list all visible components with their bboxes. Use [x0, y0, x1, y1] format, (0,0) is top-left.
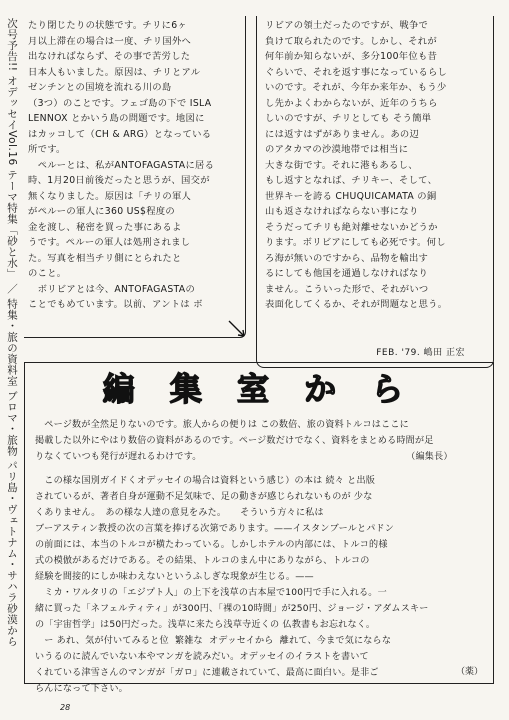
text-line: の「宇宙哲学」は50円だった。浅草に来たら浅草寺近くの 仏教書もお忘れなく。 [35, 620, 376, 630]
text-line: 金を渡し、秘密を買った事にあるよ [28, 221, 182, 233]
text-line: 所です。 [28, 144, 66, 155]
letter-column-right [256, 16, 494, 368]
text-line: いうるのに読んでいない本やマンガを読みだい。オデッセイのイラストを書いて [35, 652, 369, 662]
editorial-body [35, 417, 487, 697]
editorial-signature: （薬） [455, 667, 483, 677]
text-line: 時、1月20日前後だったと思うが、国交が [28, 175, 210, 186]
text-line: 緒に買った「ネフェルティティ」が300円、「裸の10時間」が250円、ジョージ・アダムスキー [35, 604, 429, 614]
text-line: いのです。それが、今年か来年か、もう少 [265, 82, 447, 93]
text-line: ろ海が無いのですから、品物を輸出す [265, 252, 429, 264]
text-line: ません。こういった形で、それがいつ [265, 283, 429, 295]
text-line: うです。ペルーの軍人は処刑されまし [28, 237, 191, 248]
text-line: （3つ）のことです。フェゴ島の下で ISLA [28, 97, 212, 109]
text-line: 山も返さなければならない事になり [265, 206, 419, 217]
text-line: されているが、著者自身が運動不足気味で、足の動きが感じられないものが 少な [35, 492, 373, 502]
spine-vertical-text: 次号予告!! オデッセイVol.16 テーマ特集「砂と水」 ／ 特集・旅の資料室 ブロマ・旅物 パリ島・ヴェトナム・サハラ砂漠から [6, 18, 18, 647]
text-line: ボリビアとは今、ANTOFAGASTAの [28, 283, 196, 295]
text-line: のアタカマの沙漠地帯では相当に [265, 144, 409, 155]
editorial-box [24, 362, 494, 694]
text-line: ります。ボリビアにしても必死です。何し [265, 237, 446, 248]
text-line: 世界キーを誇る CHUQUICAMATA の銅 [265, 190, 437, 202]
text-line: リビアの領土だったのですが、戦争で [265, 20, 429, 31]
text-line: しいのですが、チリとしても そう簡単 [265, 113, 432, 124]
text-line: くありません。 あの様な人達の意見をみた。 そういう方々に私は [35, 508, 324, 518]
text-line: もし返すとなれば、チリキー、そして、 [265, 175, 438, 186]
text-line: 掲載した以外にやはり数倍の資料があるのです。ページ数だけでなく、資料をまとめる時間が足 [35, 436, 434, 446]
text-line: はカッコして（CH & ARG）となっている [28, 128, 212, 140]
text-line: りなくていつも発行が遅れるわけです。 （編集長） [35, 452, 453, 462]
text-line: ことでもめています。以前、アントは ボ [28, 299, 203, 310]
text-line: 大きな街です。それに港もあるし、 [265, 159, 418, 171]
text-line: ゼンチンとの国境を流れる川の島 [28, 82, 172, 93]
letter-signature: FEB. '79. 嶋田 正宏 [376, 347, 465, 358]
text-line: くれている津雪さんのマンガが「ガロ」に連載されていて、最高に面白い。是非ご [35, 668, 379, 678]
letter-column-left [24, 16, 246, 338]
text-line: 負けて取られたのです。しかし、それが [265, 35, 437, 47]
text-line: たり閉じたりの状態です。チリに6ヶ [28, 20, 188, 31]
letter-column-right-lines [265, 18, 487, 313]
continuation-arrow-icon [226, 318, 248, 340]
text-line: し先かよくわからないが、近年のうちら [265, 97, 438, 109]
text-line: がペルーの軍人に360 US$程度の [28, 206, 175, 217]
text-line: ページ数が全然足りないのです。旅人からの便りは この数倍、旅の資料トルコはここに [35, 420, 409, 430]
text-line: 式の模倣があるだけである。その結果、トルコのまん中にありながら、トルコの [35, 556, 370, 566]
text-line: の前面には、本当のトルコが横たわっている。しかしホテルの内部には、トルコ的様 [35, 540, 388, 550]
text-line: 表面化してくるか、それが問題なと思う。 [265, 299, 448, 310]
text-line: た。写真を相当チリ側にとられたと [28, 252, 182, 264]
editorial-title: 編 集 室 か ら [102, 370, 416, 408]
text-line: ー あれ、気が付いてみると位 繁雑な オデッセイから 離れて、今まで気にならな [35, 636, 392, 646]
text-line: のこと。 [28, 268, 67, 279]
text-line: るにしても他国を通過しなければなり [265, 268, 429, 279]
text-line: 日本人もいました。原因は、チリとアル [28, 66, 201, 78]
text-line: そうだってチリも絶対離せないかどうか [265, 221, 438, 233]
text-line: 経験を間接的にしか味わえないというふしぎな現象が生じる。—— [35, 572, 314, 582]
text-line: 何年前か知らないが、多分100年位も昔 [265, 51, 438, 62]
text-line: 月以上滞在の場合は一度、チリ国外へ [28, 35, 192, 47]
text-line: この様な国別ガイドくオデッセイの場合は資料という感じ）の本は 続々 と出版 [35, 476, 376, 486]
text-line: ブーアスティン教授の次の言葉を捧げる次第であります。——イスタンブールとパドン [35, 524, 394, 534]
text-line: 無くなりました。原因は「チリの軍人 [28, 190, 192, 202]
text-line: ぐらいで、それを返す事になっているらし [265, 66, 448, 78]
page-number: 28 [60, 703, 71, 712]
text-line: ペルーとは、私がANTOFAGASTAに居る [28, 159, 215, 171]
text-line: LENNOX とかいう島の問題です。地図に [28, 113, 205, 124]
text-line: には返すはずがありません。あの辺 [265, 128, 420, 140]
text-line: 出なければならず、その事で苦労した [28, 51, 191, 62]
text-line: ミカ・ワルタリの「エジプト人」の上下を浅草の古本屋で100円で手に入れる。一 [35, 588, 387, 598]
text-line: らんになって下さい。 [35, 684, 128, 694]
paragraph-gap [35, 465, 487, 473]
